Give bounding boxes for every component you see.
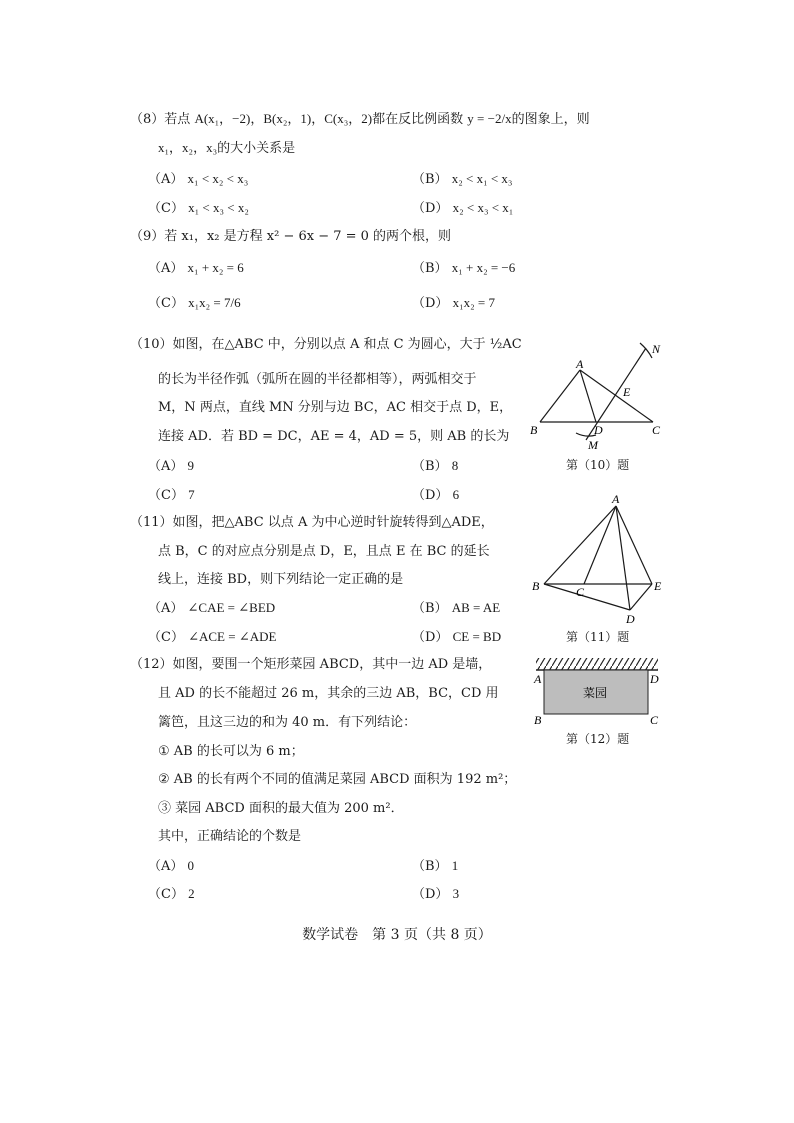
q11-option-c: （C） ∠ACE = ∠ADE (148, 629, 277, 645)
q8-option-c: （C） x₁ < x₃ < x₂ (148, 200, 249, 216)
q10-line3: M，N 两点，直线 MN 分别与边 BC，AC 相交于点 D，E， (158, 400, 513, 415)
q11-label-c: C (576, 585, 585, 599)
q12-label-d: D (650, 672, 659, 686)
q11-label-d: D (626, 612, 635, 626)
q12-figure (528, 656, 668, 730)
q9-option-d: （D） x₁x₂ = 7 (412, 295, 495, 311)
page-footer: 数学试卷 第 3 页（共 8 页） (302, 927, 492, 943)
q8-option-b: （B） x₂ < x₁ < x₃ (412, 171, 513, 187)
q12-option-c: （C） 2 (148, 886, 195, 902)
q12-option-a: （A） 0 (148, 858, 195, 874)
q10-label-e: E (623, 385, 631, 399)
q12-question: 其中，正确结论的个数是 (158, 829, 302, 844)
q8-function: y = −2/x (467, 111, 512, 126)
q10-label-m: M (588, 438, 598, 452)
q11-caption: 第（11）题 (566, 630, 630, 644)
q10-segment-ad (580, 370, 596, 422)
q11-line2: 点 B，C 的对应点分别是点 D，E，且点 E 在 BC 的延长 (158, 544, 490, 559)
q10-label-a: A (576, 357, 584, 371)
q9-option-c: （C） x₁x₂ = 7/6 (148, 295, 241, 311)
q10-option-d: （D） 6 (412, 487, 460, 503)
q10-option-c: （C） 7 (148, 487, 195, 503)
q9-stem: （9）若 x₁，x₂ 是方程 x² − 6x − 7 = 0 的两个根，则 (130, 229, 452, 244)
q12-statement-1: ① AB 的长可以为 6 m； (158, 744, 304, 759)
q10-option-a: （A） 9 (148, 458, 195, 474)
q11-segment-de (630, 584, 652, 610)
q10-label-d: D (594, 423, 603, 437)
q12-label-b: B (534, 713, 542, 727)
q12-line1: （12）如图，要围一个矩形菜园 ABCD，其中一边 AD 是墙， (130, 657, 492, 672)
q12-caption: 第（12）题 (566, 732, 630, 746)
q12-garden-label: 菜园 (583, 686, 608, 700)
q9-option-a: （A） x₁ + x₂ = 6 (148, 260, 244, 276)
q12-statement-2: ② AB 的长有两个不同的值满足菜园 ABCD 面积为 192 m²； (158, 772, 517, 787)
q10-line1: （10）如图，在△ABC 中，分别以点 A 和点 C 为圆心，大于 ½AC (130, 337, 522, 352)
q10-segment-ab (540, 370, 580, 422)
q11-figure (528, 492, 678, 628)
q12-line2: 且 AD 的长不能超过 26 m，其余的三边 AB，BC，CD 用 (158, 686, 499, 701)
q8-option-d: （D） x₂ < x₃ < x₁ (412, 200, 514, 216)
q10-label-c: C (652, 423, 661, 437)
q12-wall-hatch (536, 658, 658, 670)
q11-option-a: （A） ∠CAE = ∠BED (148, 600, 276, 616)
q11-segment-ac (584, 506, 616, 584)
q11-line1: （11）如图，把△ABC 以点 A 为中心逆时针旋转得到△ADE， (130, 515, 494, 530)
q12-option-b: （B） 1 (412, 858, 459, 874)
q11-line3: 线上，连接 BD，则下列结论一定正确的是 (158, 572, 404, 587)
q12-statement-3: ③ 菜园 ABCD 面积的最大值为 200 m²． (158, 801, 404, 816)
q10-option-b: （B） 8 (412, 458, 459, 474)
q12-line3: 篱笆，且这三边的和为 40 m．有下列结论： (158, 715, 417, 730)
q11-segment-ab (544, 506, 616, 584)
q12-label-a: A (534, 672, 542, 686)
q10-figure (528, 338, 678, 452)
q9-option-b: （B） x₁ + x₂ = −6 (412, 260, 516, 276)
q10-label-n: N (652, 342, 661, 356)
q11-option-d: （D） CE = BD (412, 629, 502, 645)
q8-option-a: （A） x₁ < x₂ < x₃ (148, 171, 249, 187)
q11-label-b: B (532, 579, 540, 593)
q11-segment-bd (544, 584, 630, 610)
q11-option-b: （B） AB = AE (412, 600, 501, 616)
q10-label-b: B (530, 423, 538, 437)
q8-line1: （8）若点 A(x₁，−2)，B(x₂，1)，C(x₃，2)都在反比例函数 y = −2/x的图象上，则 (130, 111, 590, 127)
q10-segment-ac (580, 370, 653, 422)
q10-line4: 连接 AD．若 BD = DC，AE = 4，AD = 5，则 AB 的长为 (158, 429, 510, 444)
q10-arc-m (576, 433, 596, 436)
q10-caption: 第（10）题 (566, 458, 630, 472)
q11-label-e: E (654, 579, 662, 593)
q10-line2: 的长为半径作弧（弧所在圆的半径都相等），两弧相交于 (158, 372, 477, 387)
q12-option-d: （D） 3 (412, 886, 460, 902)
q11-label-a: A (612, 492, 620, 506)
q12-label-c: C (650, 713, 659, 727)
q10-arc-n (640, 343, 652, 358)
q8-line2: x₁，x₂，x₃的大小关系是 (158, 140, 296, 156)
